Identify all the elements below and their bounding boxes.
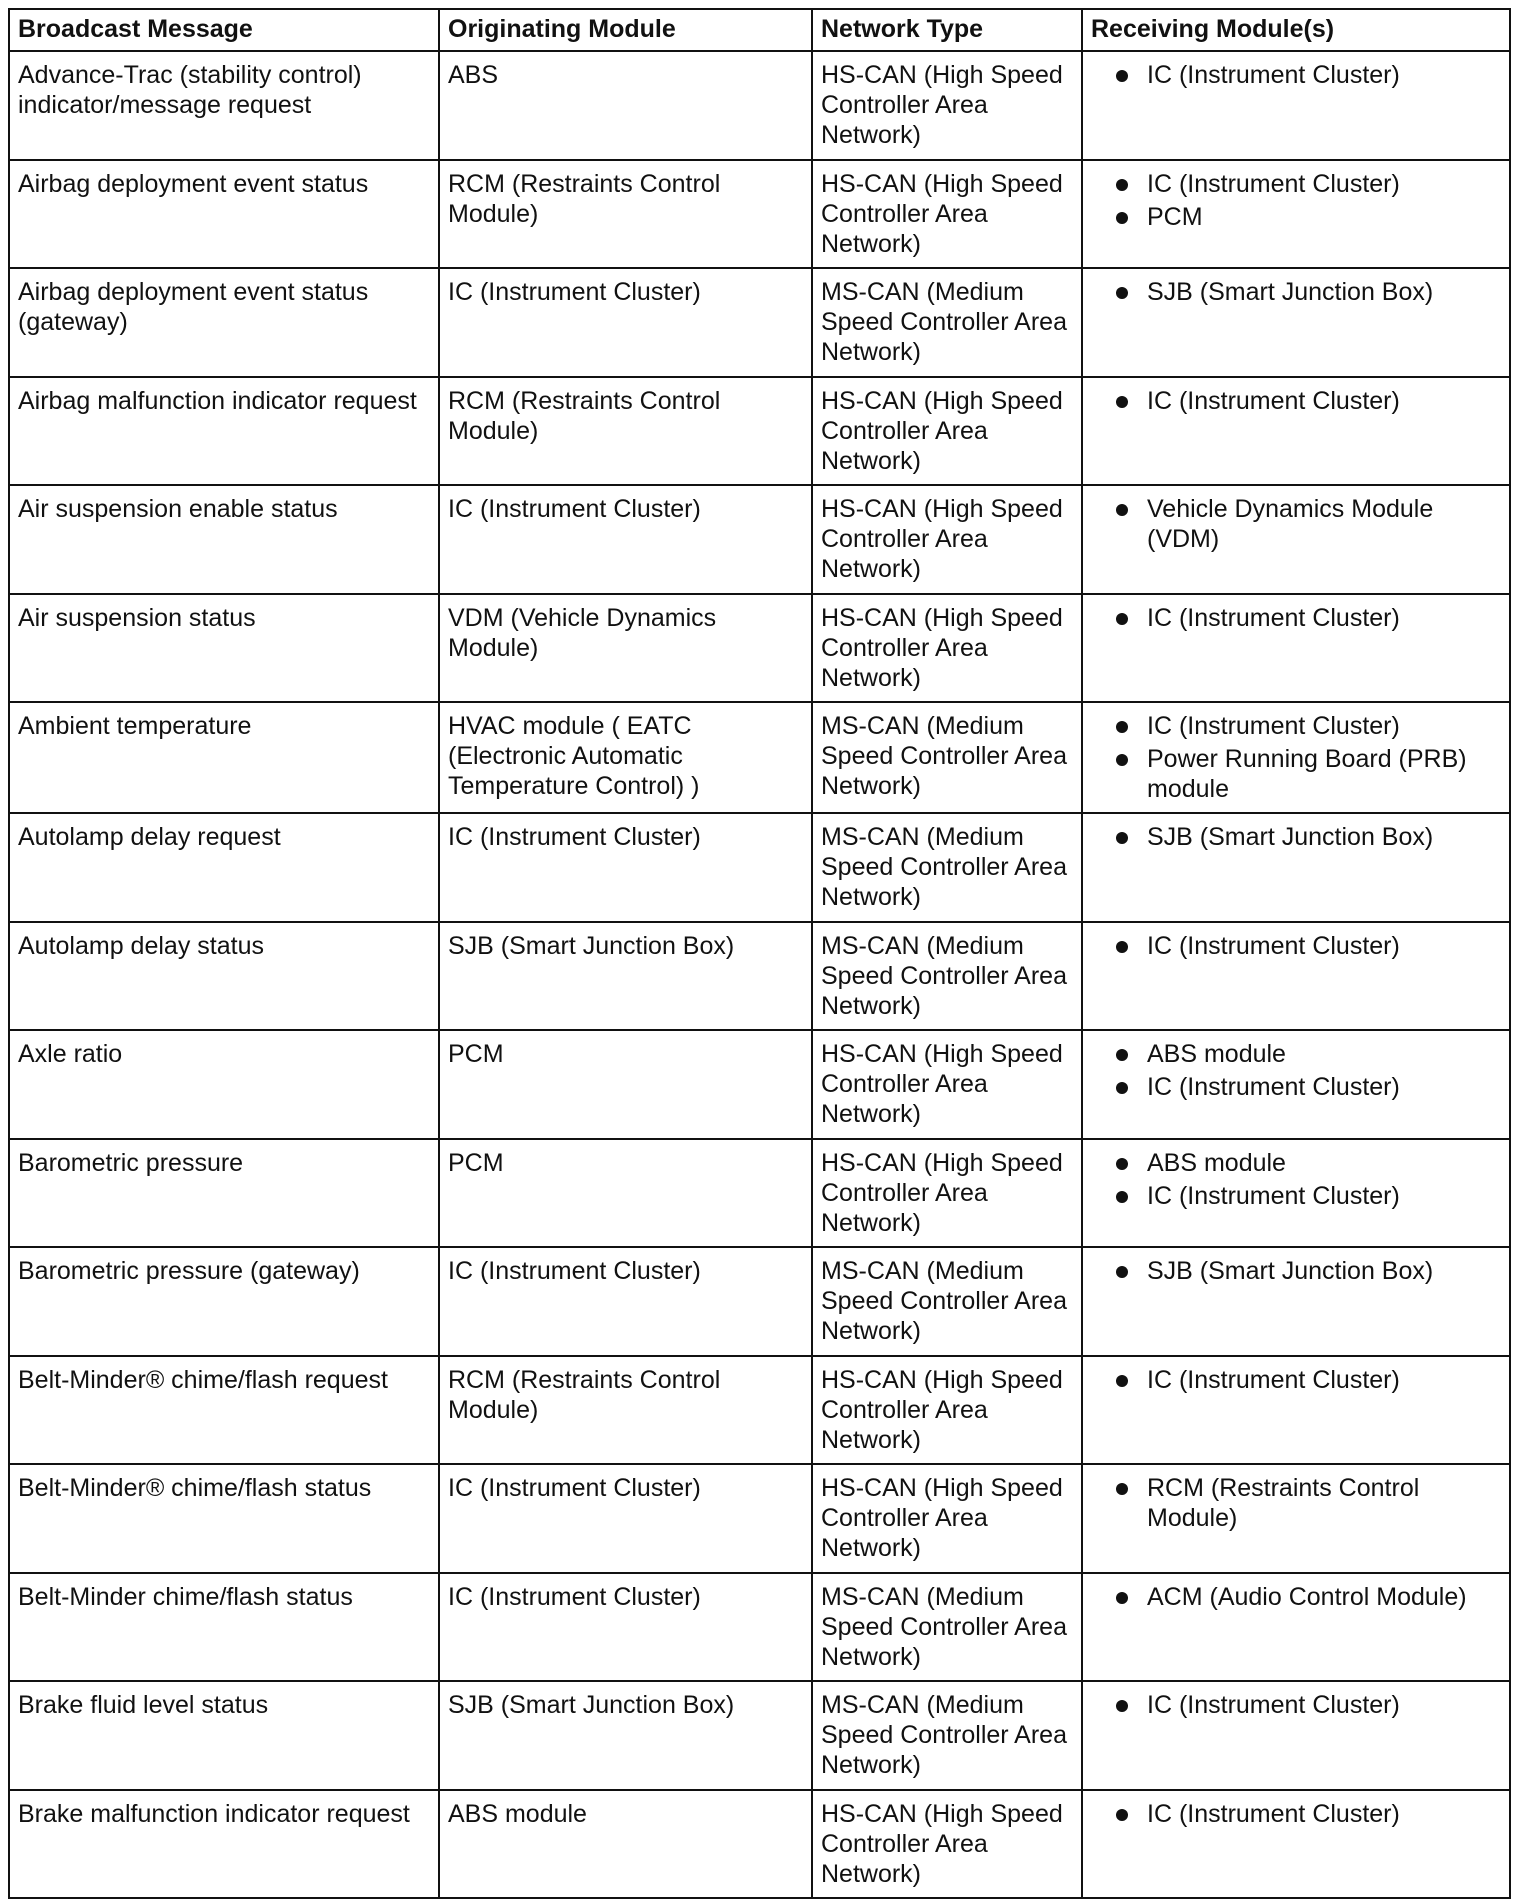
list-item [1091, 60, 1500, 90]
cell-network-type: HS-CAN (High Speed Controller Area Network) [812, 1464, 1082, 1573]
list-item [1091, 386, 1500, 416]
list-item [1091, 1256, 1500, 1286]
table-row [9, 377, 1510, 486]
table-row [9, 813, 1510, 922]
bullet-icon [1116, 1049, 1128, 1061]
cell-network-type: MS-CAN (Medium Speed Controller Area Network) [812, 1573, 1082, 1682]
receiving-module-list [1091, 711, 1500, 804]
list-item [1091, 603, 1500, 633]
receiving-module-list [1091, 386, 1500, 416]
table-row [9, 702, 1510, 813]
list-item [1091, 1039, 1500, 1069]
cell-receiving-modules [1082, 485, 1510, 594]
receiving-module-label: IC (Instrument Cluster) [1147, 1181, 1400, 1210]
list-item [1091, 1181, 1500, 1211]
cell-network-type: MS-CAN (Medium Speed Controller Area Network) [812, 268, 1082, 377]
header-receiving-modules: Receiving Module(s) [1082, 9, 1510, 51]
header-originating-module: Originating Module [439, 9, 812, 51]
table-row [9, 485, 1510, 594]
table-header-row [9, 9, 1510, 51]
table-row [9, 268, 1510, 377]
bullet-icon [1116, 754, 1128, 766]
receiving-module-list [1091, 1256, 1500, 1286]
receiving-module-label: IC (Instrument Cluster) [1147, 1691, 1400, 1719]
cell-receiving-modules [1082, 51, 1510, 160]
list-item [1091, 1148, 1500, 1178]
cell-broadcast-message: Barometric pressure [9, 1139, 439, 1248]
list-item [1091, 169, 1500, 199]
cell-broadcast-message: Air suspension status [9, 594, 439, 703]
cell-broadcast-message: Ambient temperature [9, 702, 439, 813]
table-row [9, 1790, 1510, 1899]
cell-broadcast-message: Airbag deployment event status (gateway) [9, 268, 439, 377]
table-row [9, 1573, 1510, 1682]
cell-network-type: HS-CAN (High Speed Controller Area Network) [812, 1030, 1082, 1139]
cell-receiving-modules [1082, 1139, 1510, 1248]
cell-originating-module: ABS module [439, 1790, 812, 1899]
receiving-module-list [1091, 822, 1500, 852]
cell-originating-module: RCM (Restraints Control Module) [439, 377, 812, 486]
bullet-icon [1116, 1158, 1128, 1170]
receiving-module-label: IC (Instrument Cluster) [1147, 1073, 1400, 1101]
cell-receiving-modules [1082, 1356, 1510, 1465]
bullet-icon [1116, 1809, 1128, 1821]
list-item [1091, 711, 1500, 741]
bullet-icon [1116, 1082, 1128, 1094]
list-item [1091, 202, 1500, 232]
cell-originating-module: SJB (Smart Junction Box) [439, 1681, 812, 1790]
list-item [1091, 1690, 1500, 1720]
cell-network-type: MS-CAN (Medium Speed Controller Area Network) [812, 813, 1082, 922]
cell-originating-module: ABS [439, 51, 812, 160]
cell-originating-module: PCM [439, 1030, 812, 1139]
receiving-module-label: IC (Instrument Cluster) [1147, 931, 1400, 960]
cell-receiving-modules [1082, 1464, 1510, 1573]
header-network-type: Network Type [812, 9, 1082, 51]
cell-broadcast-message: Airbag deployment event status [9, 160, 439, 269]
cell-receiving-modules [1082, 377, 1510, 486]
cell-broadcast-message: Advance-Trac (stability control) indicator/message request [9, 51, 439, 160]
header-broadcast-message: Broadcast Message [9, 9, 439, 51]
bullet-icon [1116, 212, 1128, 224]
table-row [9, 922, 1510, 1031]
cell-receiving-modules [1082, 1790, 1510, 1899]
receiving-module-list [1091, 1582, 1500, 1612]
list-item [1091, 277, 1500, 307]
list-item [1091, 822, 1500, 852]
cell-originating-module: IC (Instrument Cluster) [439, 1247, 812, 1356]
cell-broadcast-message: Belt-Minder® chime/flash status [9, 1464, 439, 1573]
table-row [9, 160, 1510, 269]
receiving-module-label: SJB (Smart Junction Box) [1147, 278, 1434, 306]
receiving-module-list [1091, 1799, 1500, 1829]
cell-network-type: HS-CAN (High Speed Controller Area Network) [812, 594, 1082, 703]
receiving-module-label: ABS module [1147, 1148, 1286, 1177]
cell-originating-module: IC (Instrument Cluster) [439, 268, 812, 377]
cell-originating-module: HVAC module ( EATC (Electronic Automatic Temperature Control) ) [439, 702, 812, 813]
receiving-module-label: IC (Instrument Cluster) [1147, 712, 1400, 740]
receiving-module-label: IC (Instrument Cluster) [1147, 1365, 1400, 1394]
table-row [9, 51, 1510, 160]
cell-network-type: MS-CAN (Medium Speed Controller Area Network) [812, 1681, 1082, 1790]
receiving-module-list [1091, 277, 1500, 307]
bullet-icon [1116, 1191, 1128, 1203]
cell-network-type: MS-CAN (Medium Speed Controller Area Network) [812, 702, 1082, 813]
cell-receiving-modules [1082, 1573, 1510, 1682]
table-row [9, 1247, 1510, 1356]
cell-network-type: HS-CAN (High Speed Controller Area Network) [812, 160, 1082, 269]
cell-receiving-modules [1082, 1030, 1510, 1139]
cell-originating-module: RCM (Restraints Control Module) [439, 1356, 812, 1465]
table-row [9, 1139, 1510, 1248]
table-row [9, 1356, 1510, 1465]
receiving-module-label: Vehicle Dynamics Module (VDM) [1147, 495, 1434, 553]
bullet-icon [1116, 832, 1128, 844]
cell-broadcast-message: Brake malfunction indicator request [9, 1790, 439, 1899]
cell-network-type: HS-CAN (High Speed Controller Area Network) [812, 485, 1082, 594]
bullet-icon [1116, 287, 1128, 299]
cell-originating-module: RCM (Restraints Control Module) [439, 160, 812, 269]
cell-receiving-modules [1082, 813, 1510, 922]
receiving-module-label: IC (Instrument Cluster) [1147, 386, 1400, 415]
receiving-module-list [1091, 169, 1500, 232]
list-item [1091, 494, 1500, 554]
receiving-module-list [1091, 1473, 1500, 1533]
cell-receiving-modules [1082, 1681, 1510, 1790]
receiving-module-label: IC (Instrument Cluster) [1147, 61, 1400, 89]
cell-network-type: HS-CAN (High Speed Controller Area Network) [812, 377, 1082, 486]
receiving-module-label: PCM [1147, 202, 1203, 231]
receiving-module-list [1091, 1365, 1500, 1395]
receiving-module-label: ABS module [1147, 1040, 1286, 1068]
list-item [1091, 1799, 1500, 1829]
receiving-module-list [1091, 1148, 1500, 1211]
cell-receiving-modules [1082, 160, 1510, 269]
list-item [1091, 1365, 1500, 1395]
receiving-module-label: ACM (Audio Control Module) [1147, 1582, 1467, 1611]
cell-network-type: HS-CAN (High Speed Controller Area Network) [812, 51, 1082, 160]
bullet-icon [1116, 1375, 1128, 1387]
cell-broadcast-message: Autolamp delay request [9, 813, 439, 922]
broadcast-message-table [8, 8, 1511, 1899]
cell-broadcast-message: Air suspension enable status [9, 485, 439, 594]
cell-originating-module: IC (Instrument Cluster) [439, 813, 812, 922]
list-item [1091, 1473, 1500, 1533]
receiving-module-list [1091, 603, 1500, 633]
cell-network-type: HS-CAN (High Speed Controller Area Network) [812, 1356, 1082, 1465]
cell-receiving-modules [1082, 1247, 1510, 1356]
cell-receiving-modules [1082, 594, 1510, 703]
receiving-module-list [1091, 494, 1500, 554]
bullet-icon [1116, 70, 1128, 82]
cell-broadcast-message: Airbag malfunction indicator request [9, 377, 439, 486]
list-item [1091, 931, 1500, 961]
receiving-module-label: SJB (Smart Junction Box) [1147, 823, 1434, 851]
receiving-module-label: SJB (Smart Junction Box) [1147, 1257, 1434, 1285]
bullet-icon [1116, 1266, 1128, 1278]
receiving-module-list [1091, 1690, 1500, 1720]
bullet-icon [1116, 396, 1128, 408]
table-body [9, 51, 1510, 1898]
cell-network-type: MS-CAN (Medium Speed Controller Area Network) [812, 922, 1082, 1031]
cell-originating-module: SJB (Smart Junction Box) [439, 922, 812, 1031]
cell-originating-module: IC (Instrument Cluster) [439, 485, 812, 594]
cell-broadcast-message: Barometric pressure (gateway) [9, 1247, 439, 1356]
bullet-icon [1116, 613, 1128, 625]
receiving-module-list [1091, 931, 1500, 961]
cell-broadcast-message: Autolamp delay status [9, 922, 439, 1031]
cell-originating-module: PCM [439, 1139, 812, 1248]
table-row [9, 1464, 1510, 1573]
receiving-module-label: RCM (Restraints Control Module) [1147, 1474, 1420, 1532]
receiving-module-label: IC (Instrument Cluster) [1147, 169, 1400, 198]
table-row [9, 594, 1510, 703]
cell-receiving-modules [1082, 268, 1510, 377]
list-item [1091, 1072, 1500, 1102]
cell-receiving-modules [1082, 702, 1510, 813]
cell-network-type: HS-CAN (High Speed Controller Area Network) [812, 1139, 1082, 1248]
receiving-module-label: Power Running Board (PRB) module [1147, 745, 1467, 803]
cell-originating-module: VDM (Vehicle Dynamics Module) [439, 594, 812, 703]
list-item [1091, 1582, 1500, 1612]
cell-broadcast-message: Belt-Minder chime/flash status [9, 1573, 439, 1682]
bullet-icon [1116, 1483, 1128, 1495]
cell-receiving-modules [1082, 922, 1510, 1031]
cell-network-type: HS-CAN (High Speed Controller Area Network) [812, 1790, 1082, 1899]
receiving-module-label: IC (Instrument Cluster) [1147, 1799, 1400, 1828]
table-row [9, 1030, 1510, 1139]
cell-broadcast-message: Belt-Minder® chime/flash request [9, 1356, 439, 1465]
list-item [1091, 744, 1500, 804]
bullet-icon [1116, 179, 1128, 191]
bullet-icon [1116, 721, 1128, 733]
bullet-icon [1116, 1592, 1128, 1604]
receiving-module-label: IC (Instrument Cluster) [1147, 603, 1400, 632]
cell-originating-module: IC (Instrument Cluster) [439, 1573, 812, 1682]
cell-broadcast-message: Brake fluid level status [9, 1681, 439, 1790]
receiving-module-list [1091, 60, 1500, 90]
cell-broadcast-message: Axle ratio [9, 1030, 439, 1139]
receiving-module-list [1091, 1039, 1500, 1102]
bullet-icon [1116, 1700, 1128, 1712]
table-row [9, 1681, 1510, 1790]
bullet-icon [1116, 504, 1128, 516]
cell-originating-module: IC (Instrument Cluster) [439, 1464, 812, 1573]
cell-network-type: MS-CAN (Medium Speed Controller Area Network) [812, 1247, 1082, 1356]
bullet-icon [1116, 941, 1128, 953]
